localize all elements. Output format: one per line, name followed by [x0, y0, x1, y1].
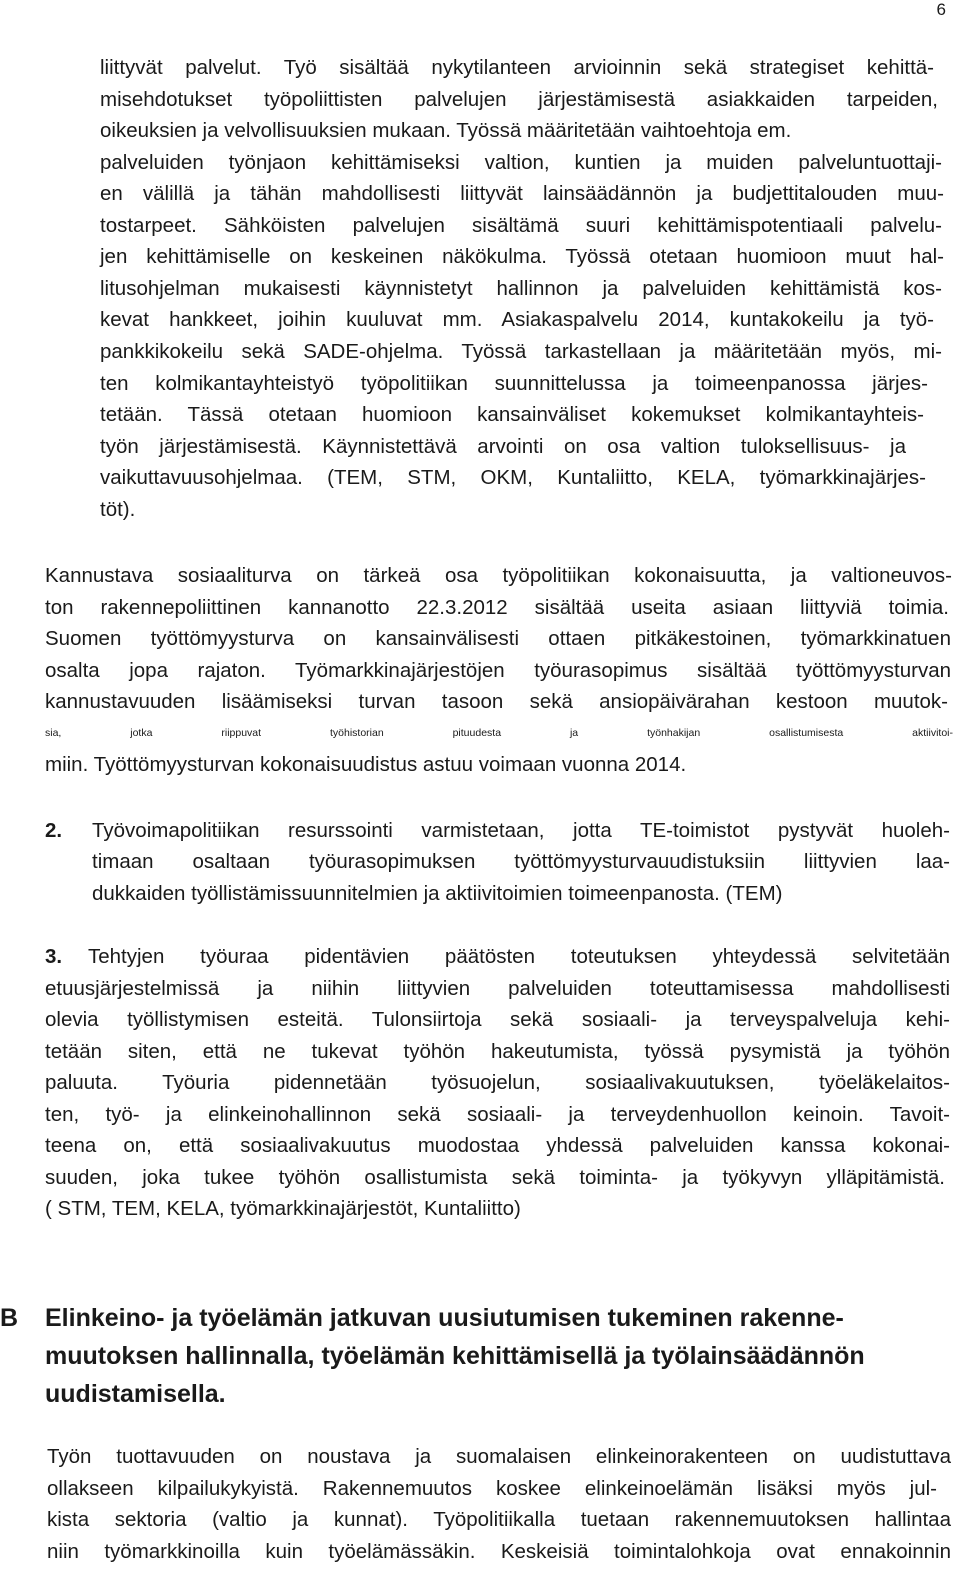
section-heading-line: Elinkeino- ja työelämän jatkuvan uusiutumisen tukeminen rakenne-: [45, 1304, 844, 1332]
list-item-line: Tehtyjen työuraa pidentävien päätösten toteutuksen yhteydessä selvitetään: [88, 945, 950, 968]
section-heading-line: uudistamisella.: [45, 1380, 226, 1408]
list-item-number: 2.: [45, 819, 63, 842]
list-item-line: teena on, että sosiaalivakuutus muodostaa yhdessä palveluiden kanssa kokonai-: [45, 1134, 950, 1157]
intro-line: oikeuksien ja velvollisuuksien mukaan. Työssä määritetään vaihtoehtoja em.: [100, 119, 792, 142]
section-letter: B: [0, 1304, 19, 1332]
section-body-line: kista sektoria (valtio ja kunnat). Työpolitiikalla tuetaan rakennemuutoksen hallintaa: [47, 1508, 951, 1531]
intro-line: litusohjelman mukaisesti käynnistetyt hallinnon ja palveluiden kehittämistä kos-: [100, 277, 942, 300]
paragraph-line: Suomen työttömyysturva on kansainvälisesti ottaen pitkäkestoinen, työmarkkinatuen: [45, 627, 951, 650]
list-item-line: tetään siten, että ne tukevat työhön hakeutumista, työssä pysymistä ja työhön: [45, 1040, 950, 1063]
list-item-line: etuusjärjestelmissä ja niihin liittyvien palveluiden toteuttamisessa mahdollisesti: [45, 977, 950, 1000]
list-item-line: suuden, joka tukee työhön osallistumista sekä toiminta- ja työkyvyn ylläpitämistä.: [45, 1166, 945, 1189]
intro-line: misehdotukset työpoliittisten palvelujen järjestämisestä asiakkaiden tarpeiden,: [100, 88, 938, 111]
paragraph-line: osalta jopa rajaton. Työmarkkinajärjestöjen työurasopimus sisältää työttömyysturvan: [45, 659, 951, 682]
intro-line: en välillä ja tähän mahdollisesti liittyvät lainsäädännön ja budjettitalouden muu-: [100, 182, 944, 205]
list-item-line: dukkaiden työllistämissuunnitelmien ja aktiivitoimien toimeenpanosta. (TEM): [92, 882, 783, 905]
list-item-line: ten, työ- ja elinkeinohallinnon sekä sosiaali- ja terveydenhuollon keinoin. Tavoit-: [45, 1103, 950, 1126]
list-item-line: paluuta. Työuria pidennetään työsuojelun, sosiaalivakuutuksen, työeläkelaitos-: [45, 1071, 950, 1094]
section-body-line: niin työmarkkinoilla kuin työelämässäkin. Keskeisiä toimintalohkoja ovat ennakoinnin: [47, 1540, 951, 1563]
intro-line: tostarpeet. Sähköisten palvelujen sisältämä suuri kehittämispotentiaali palvelu-: [100, 214, 942, 237]
intro-line: jen kehittämiselle on keskeinen näkökulma. Työssä otetaan huomioon muut hal-: [100, 245, 944, 268]
list-item-line: ( STM, TEM, KELA, työmarkkinajärjestöt, Kuntaliitto): [45, 1197, 521, 1220]
intro-line: kevat hankkeet, joihin kuuluvat mm. Asiakaspalvelu 2014, kuntakokeilu ja työ-: [100, 308, 934, 331]
list-item-line: olevia työllistymisen esteitä. Tulonsiirtoja sekä sosiaali- ja terveyspalveluja kehi-: [45, 1008, 950, 1031]
list-item-line: Työvoimapolitiikan resurssointi varmistetaan, jotta TE-toimistot pystyvät huoleh-: [92, 819, 950, 842]
paragraph-line: sia, jotka riippuvat työhistorian pituudesta ja työnhakijan osallistumisesta aktiivitoi-: [45, 727, 953, 739]
intro-line: palveluiden työnjaon kehittämiseksi valtion, kuntien ja muiden palveluntuottaji-: [100, 151, 942, 174]
intro-line: vaikuttavuusohjelmaa. (TEM, STM, OKM, Kuntaliitto, KELA, työmarkkinajärjes-: [100, 466, 926, 489]
section-body-line: ollakseen kilpailukykyistä. Rakennemuutos koskee elinkeinoelämän lisäksi myös jul-: [47, 1477, 937, 1500]
intro-line: työn järjestämisestä. Käynnistettävä arvointi on osa valtion tuloksellisuus- ja: [100, 435, 906, 458]
intro-line: töt).: [100, 498, 136, 521]
intro-line: ten kolmikantayhteistyö työpolitiikan suunnittelussa ja toimeenpanossa järjes-: [100, 372, 928, 395]
page-number: 6: [936, 0, 946, 19]
list-item-line: timaan osaltaan työurasopimuksen työttömyysturvauudistuksiin liittyvien laa-: [92, 850, 950, 873]
intro-line: liittyvät palvelut. Työ sisältää nykytilanteen arvioinnin sekä strategiset kehittä-: [100, 56, 934, 79]
intro-line: tetään. Tässä otetaan huomioon kansainväliset kokemukset kolmikantayhteis-: [100, 403, 924, 426]
section-heading-line: muutoksen hallinnalla, työelämän kehittämisellä ja työlainsäädännön: [45, 1342, 865, 1370]
section-body-line: Työn tuottavuuden on noustava ja suomalaisen elinkeinorakenteen on uudistuttava: [47, 1445, 951, 1468]
paragraph-line: miin. Työttömyysturvan kokonaisuudistus astuu voimaan vuonna 2014.: [45, 753, 687, 776]
list-item-number: 3.: [45, 945, 63, 968]
paragraph-line: ton rakennepoliittinen kannanotto 22.3.2012 sisältää useita asiaan liittyviä toimia.: [45, 596, 949, 619]
intro-line: pankkikokeilu sekä SADE-ohjelma. Työssä tarkastellaan ja määritetään myös, mi-: [100, 340, 942, 363]
paragraph-line: Kannustava sosiaaliturva on tärkeä osa työpolitiikan kokonaisuutta, ja valtioneuvos-: [45, 564, 952, 587]
paragraph-line: kannustavuuden lisäämiseksi turvan tasoon sekä ansiopäivärahan kestoon muutok-: [45, 690, 948, 713]
